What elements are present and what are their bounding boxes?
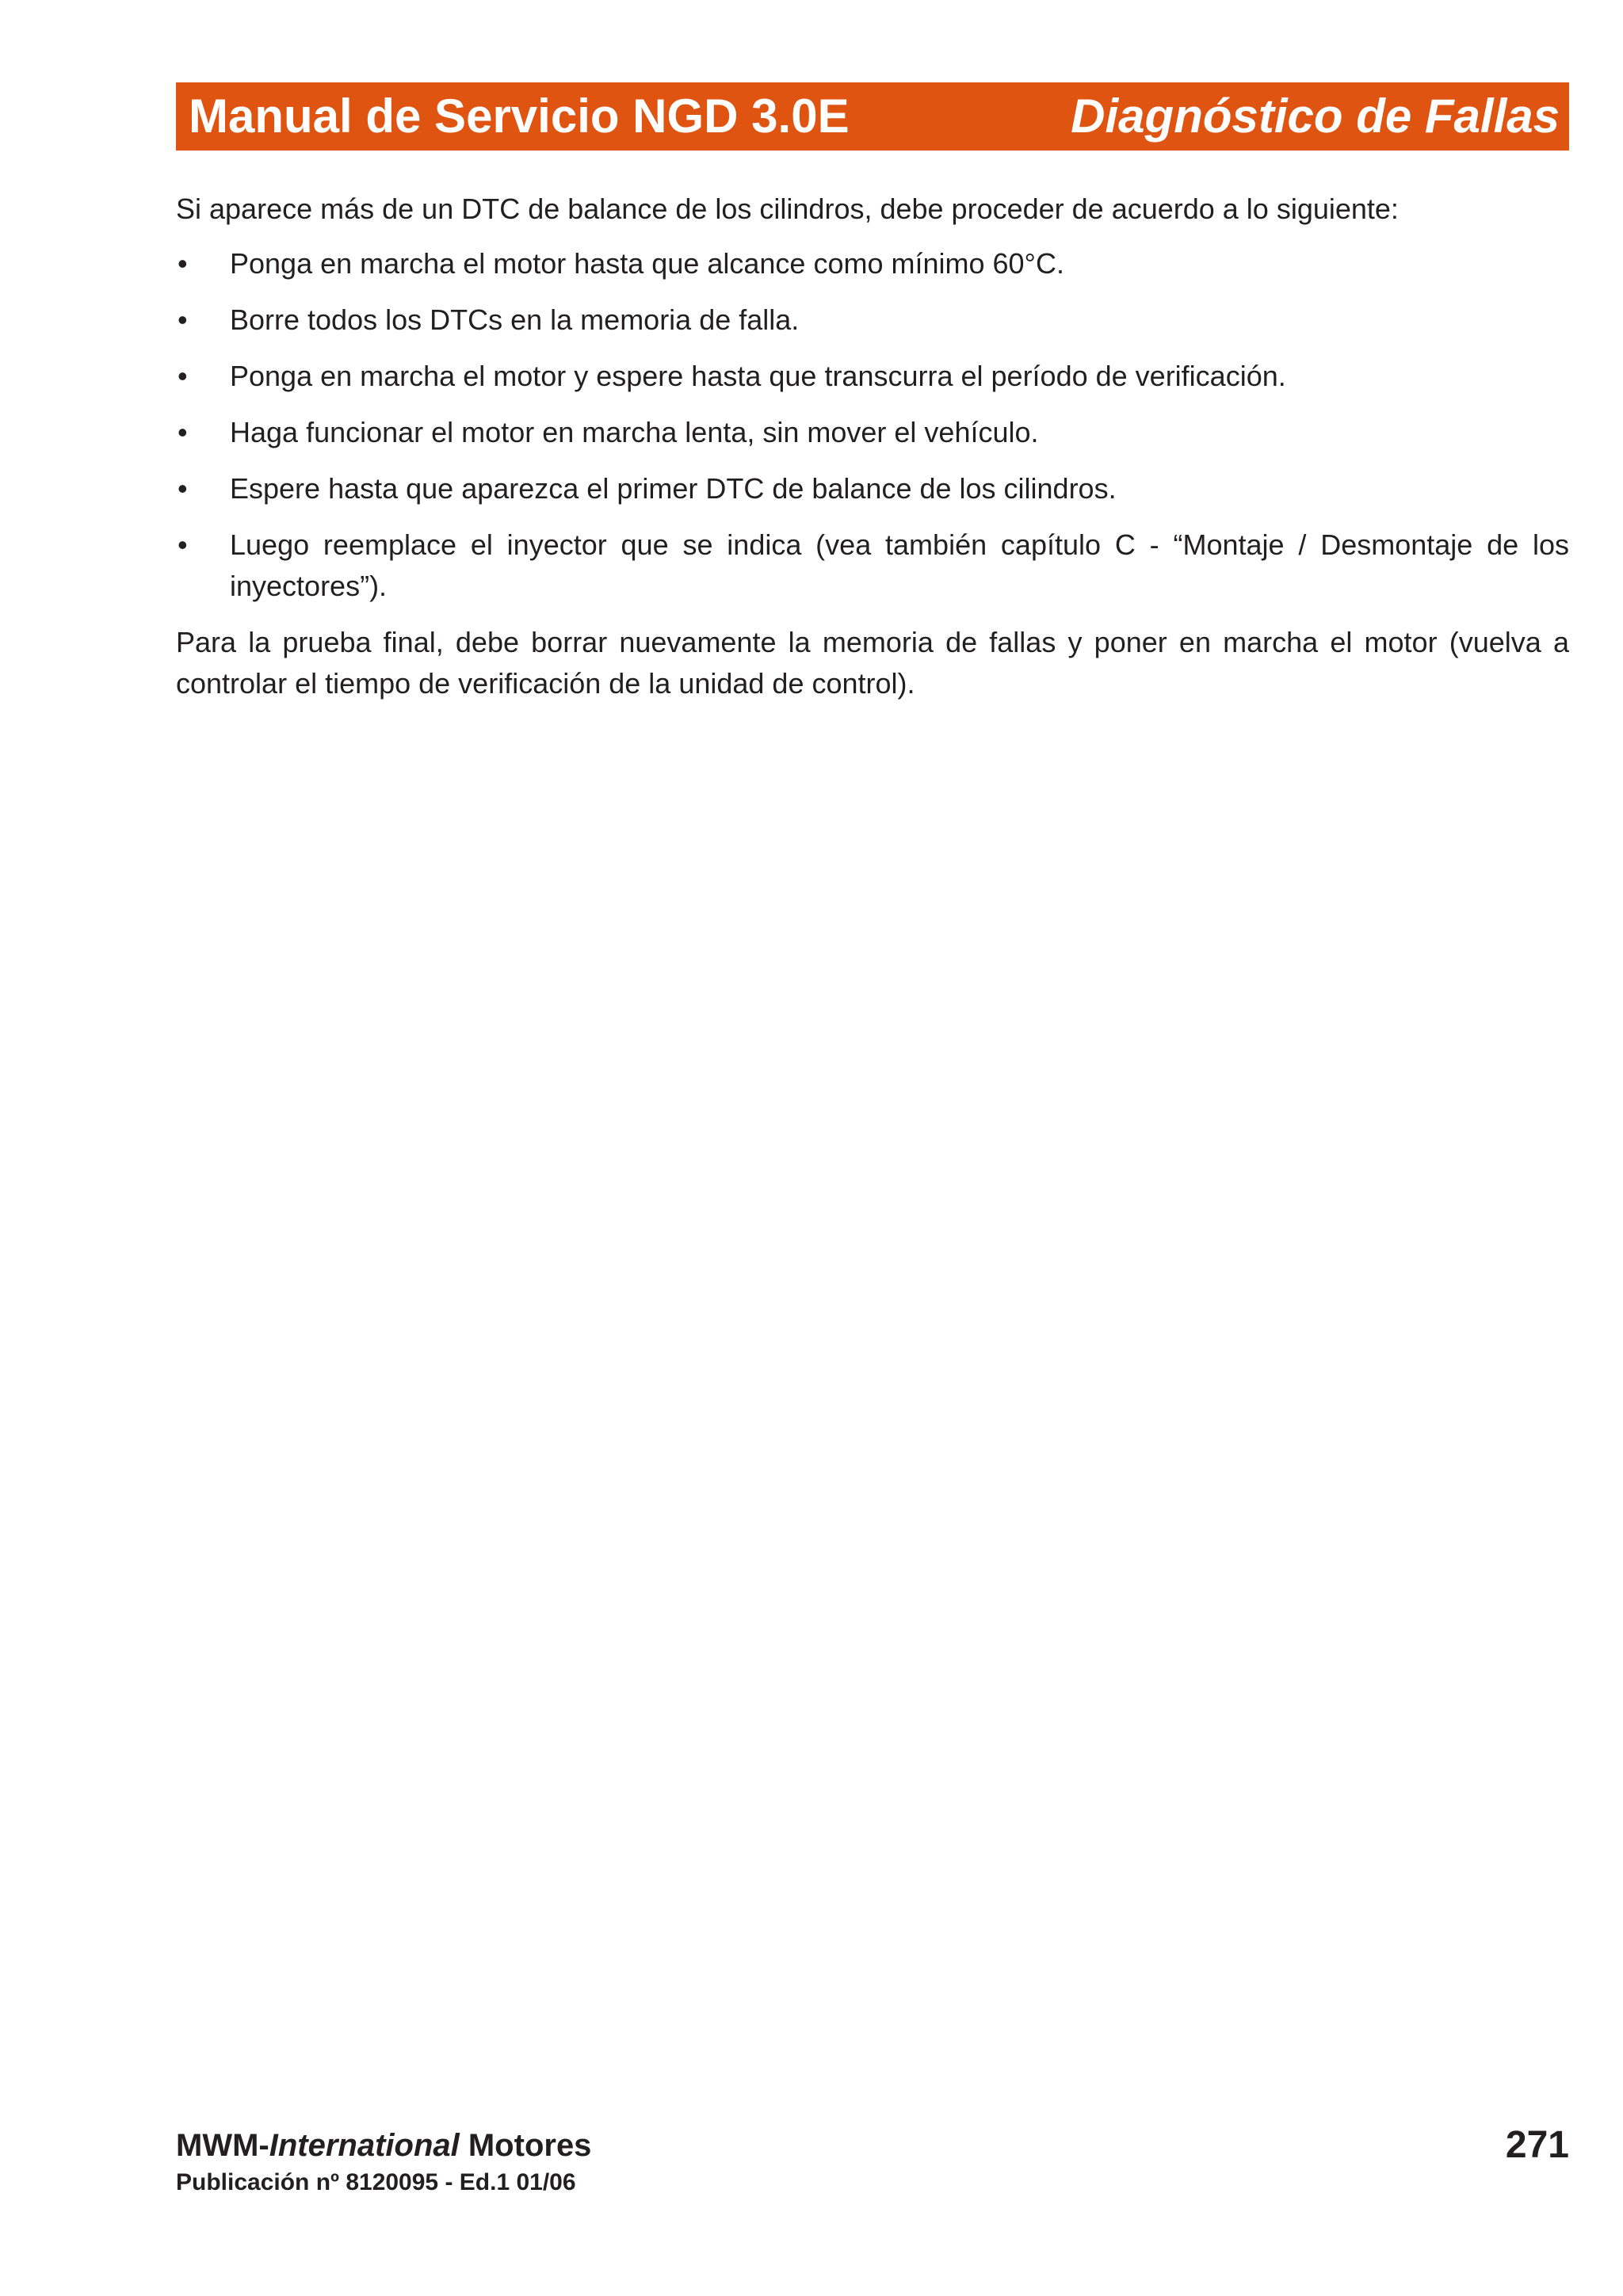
- list-item: [176, 412, 1569, 453]
- list-item: [176, 356, 1569, 397]
- header-bar: [176, 82, 1569, 151]
- bullet-icon: •: [178, 360, 188, 392]
- list-item: [176, 243, 1569, 284]
- list-item: [176, 468, 1569, 509]
- section-title: Diagnóstico de Fallas: [1071, 90, 1560, 143]
- bullet-icon: •: [178, 528, 188, 561]
- brand-prefix: MWM-: [176, 2128, 269, 2163]
- list-item: [176, 524, 1569, 607]
- page-footer: [176, 2124, 1569, 2196]
- bullet-icon: •: [178, 472, 188, 505]
- list-item-text: Borre todos los DTCs en la memoria de falla.: [230, 303, 800, 336]
- page-number: 271: [1505, 2124, 1569, 2166]
- bullet-icon: •: [178, 416, 188, 448]
- publication-info: Publicación nº 8120095 - Ed.1 01/06: [176, 2169, 576, 2195]
- list-item-text: Ponga en marcha el motor hasta que alcance como mínimo 60°C.: [230, 247, 1064, 280]
- manual-title: Manual de Servicio NGD 3.0E: [189, 90, 850, 143]
- steps-list: [176, 243, 1569, 607]
- brand-italic: International: [269, 2128, 460, 2163]
- intro-paragraph: Si aparece más de un DTC de balance de los cilindros, debe proceder de acuerdo a lo siguiente:: [176, 193, 1399, 225]
- list-item-text: Espere hasta que aparezca el primer DTC de balance de los cilindros.: [230, 472, 1117, 505]
- main-content: [176, 189, 1569, 704]
- list-item: [176, 299, 1569, 341]
- bullet-icon: •: [178, 247, 188, 280]
- list-item-text: Haga funcionar el motor en marcha lenta, sin mover el vehículo.: [230, 416, 1039, 448]
- list-item-text: Luego reemplace el inyector que se indica (vea también capítulo C - “Montaje / Desmontaje de los inyectores”).: [230, 528, 1569, 602]
- bullet-icon: •: [178, 303, 188, 336]
- list-item-text: Ponga en marcha el motor y espere hasta que transcurra el período de verificación.: [230, 360, 1286, 392]
- closing-paragraph: Para la prueba final, debe borrar nuevamente la memoria de fallas y poner en marcha el motor (vuelva a controlar el tiempo de verificación de la unidad de control).: [176, 626, 1569, 700]
- brand-suffix: Motores: [459, 2128, 592, 2163]
- footer-brand: [176, 2130, 1569, 2161]
